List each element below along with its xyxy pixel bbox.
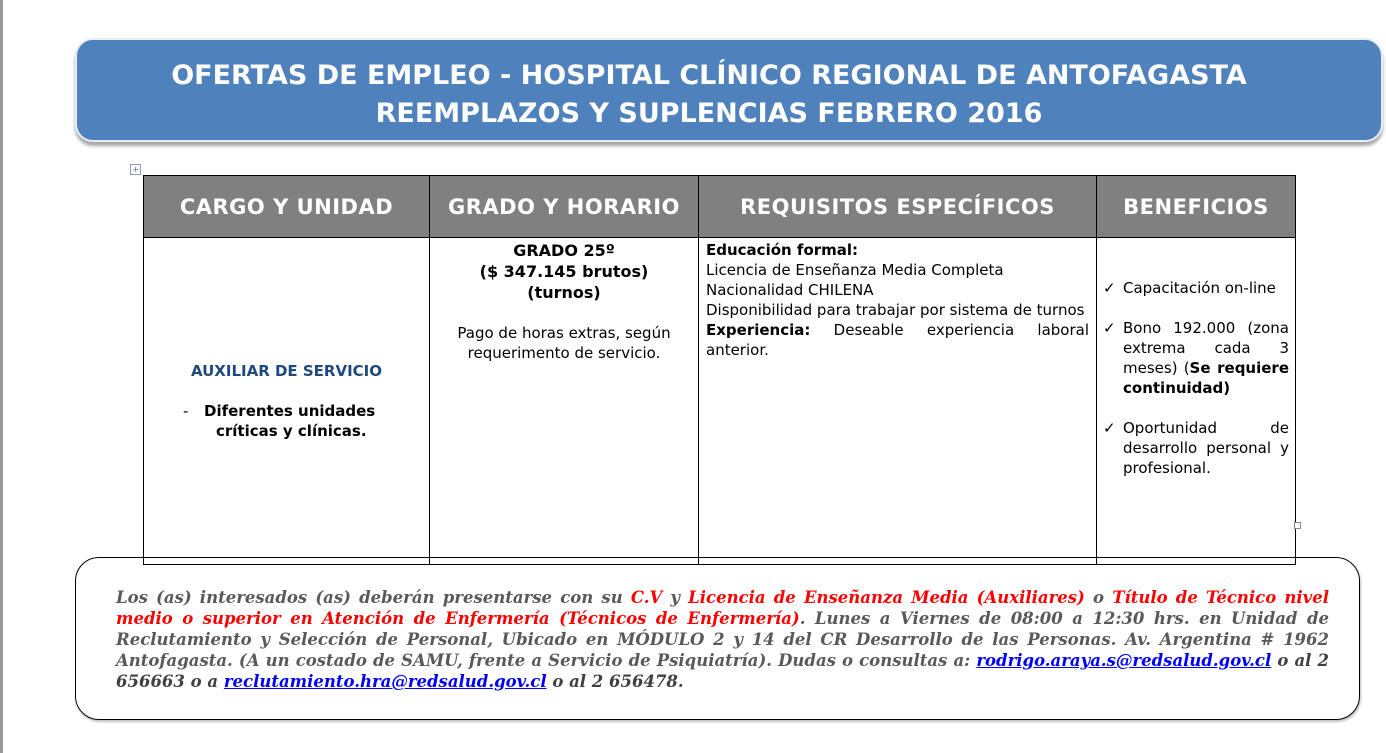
exp-text: Deseable experiencia laboral anterior. — [706, 321, 1089, 359]
experience — [706, 320, 1089, 360]
header-beneficios: BENEFICIOS — [1097, 176, 1296, 238]
notice-licencia: Licencia de Enseñanza Media (Auxiliares) — [688, 588, 1085, 607]
cargo-title: AUXILIAR DE SERVICIO — [190, 362, 383, 380]
notice-text-3: o — [1084, 588, 1113, 607]
window-left-edge — [0, 0, 3, 753]
header-requisitos: REQUISITOS ESPECÍFICOS — [699, 176, 1097, 238]
notice-cv: C.V — [630, 588, 663, 607]
list-dash: - — [183, 402, 189, 420]
cargo-unit-line2: críticas y clínicas. — [216, 422, 367, 440]
job-offers-table — [143, 175, 1296, 565]
notice-box — [75, 557, 1360, 720]
cargo-unit-list — [145, 401, 428, 441]
cargo-unit-line1: Diferentes unidades — [204, 402, 376, 420]
checkmark-icon: ✓ — [1103, 319, 1116, 337]
edu-item-2: Nacionalidad CHILENA — [706, 281, 874, 299]
cell-beneficios — [1097, 238, 1296, 565]
benefit-3: Oportunidad de desarrollo personal y profesional. — [1123, 419, 1289, 477]
checkmark-icon: ✓ — [1103, 419, 1116, 437]
header-cargo: CARGO Y UNIDAD — [144, 176, 430, 238]
email-link-reclutamiento[interactable]: reclutamiento.hra@redsalud.gov.cl — [223, 672, 547, 691]
exp-label: Experiencia: — [706, 321, 811, 339]
grado-line3: (turnos) — [527, 283, 601, 302]
cell-cargo — [144, 238, 430, 565]
header-banner — [75, 38, 1383, 142]
edu-label: Educación formal: — [706, 241, 859, 259]
benefit-item — [1103, 318, 1289, 398]
cell-requisitos — [699, 238, 1097, 565]
header-grado: GRADO Y HORARIO — [430, 176, 699, 238]
benefit-1: Capacitación on-line — [1123, 279, 1276, 297]
grado-pago: Pago de horas extras, según requerimento de servicio. — [457, 324, 671, 362]
move-anchor-icon[interactable]: + — [130, 164, 141, 175]
benefit-2-bold: Se requiere continuidad) — [1123, 359, 1289, 397]
banner-title-line2: REEMPLAZOS Y SUPLENCIAS FEBRERO 2016 — [375, 98, 1043, 129]
table-resize-handle[interactable] — [1294, 522, 1301, 529]
notice-text-6: o al 2 656478. — [546, 672, 684, 691]
notice-text-1: Los (as) interesados (as) deberán presentarse con su — [116, 588, 631, 607]
notice-titulo: Título de Técnico nivel medio o superior en Atención de Enfermería (Técnicos de Enfermería) — [116, 588, 1330, 628]
notice-text-2: y — [662, 588, 689, 607]
banner-title-line1: OFERTAS DE EMPLEO - HOSPITAL CLÍNICO REGIONAL DE ANTOFAGASTA — [171, 60, 1247, 91]
benefit-2-text: Bono 192.000 (zona extrema cada 3 meses) ( — [1123, 319, 1289, 377]
grado-line1: GRADO 25º — [513, 241, 615, 260]
table-header-row — [144, 176, 1296, 238]
grado-line2: ($ 347.145 brutos) — [479, 262, 649, 281]
table-row — [144, 238, 1296, 565]
notice-text-5: o al 2 656663 o a — [116, 651, 1329, 691]
email-link-rodrigo[interactable]: rodrigo.araya.s@redsalud.gov.cl — [976, 651, 1272, 670]
benefit-item — [1103, 418, 1289, 478]
edu-item-3: Disponibilidad para trabajar por sistema de turnos — [706, 301, 1085, 319]
cell-grado — [430, 238, 699, 565]
edu-item-1: Licencia de Enseñanza Media Completa — [706, 261, 1004, 279]
notice-text-4: . Lunes a Viernes de 08:00 a 12:30 hrs. en Unidad de Reclutamiento y Selección de Personal, Ubicado en MÓDULO 2 y 14 del CR Desarrollo de las Personas. Av. Argentina # 1962 Antofagasta. (A un costado de SAMU, frente a Servicio de Psiquiatría). Dudas o consultas a: — [116, 609, 1329, 670]
benefit-item — [1103, 278, 1289, 298]
checkmark-icon: ✓ — [1103, 279, 1116, 297]
